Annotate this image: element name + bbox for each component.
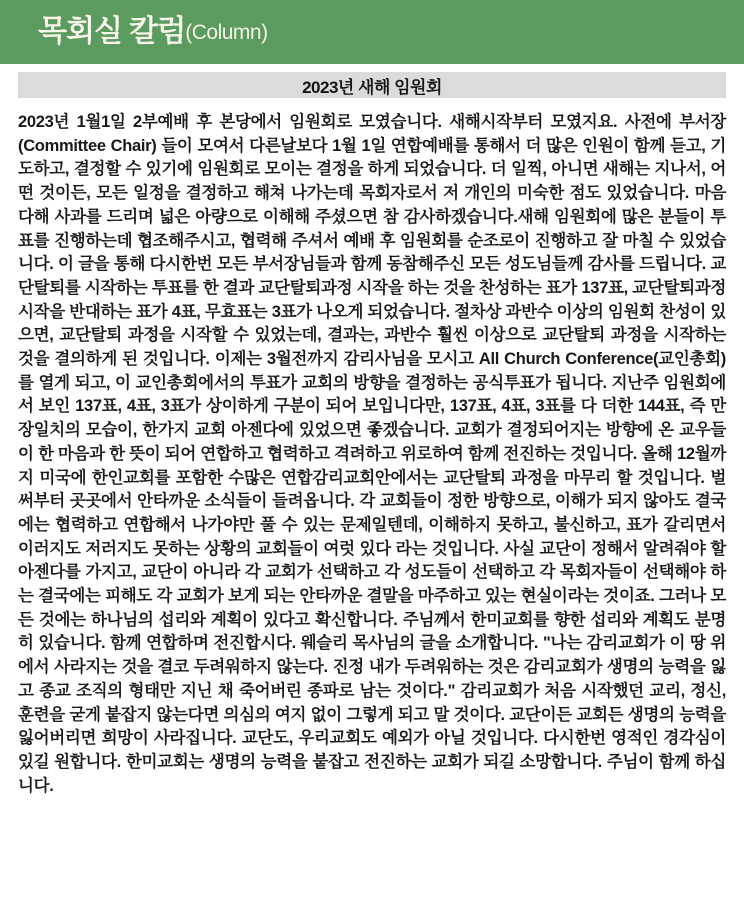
page-header — [0, 0, 744, 64]
article-title-bar — [18, 72, 726, 98]
page-header-subtitle: (Column) — [185, 20, 268, 44]
article-title: 2023년 새해 임원회 — [302, 77, 442, 97]
page-header-title: 목회실 칼럼 — [38, 15, 186, 48]
article-body: 2023년 1월1일 2부예배 후 본당에서 임원회로 모였습니다. 새해시작부터 모였지요. 사전에 부서장(Committee Chair) 들이 모여서 다른날보다 1월 1일 연합예배를 통해서 더 많은 인원이 함께 듣고, 기도하고, 결정할 수 있기에 임원회로 모이는 결정을 하게 되었습니다. 더 일찍, 아니면 새해는 지나서, 어떤 것이든, 모든 일정을 결정하고 해쳐 나가는데 목회자로서 저 개인의 미숙한 점도 있었습니다. 마음 다해 사과를 드리며 넓은 아량으로 이해해 주셨으면 참 감사하겠습니다.새해 임원회에 많은 분들이 투표를 진행하는데 협조해주시고, 협력해 주셔서 예배 후 임원회를 순조로이 진행하고 잘 마칠 수 있었습니다. 이 글을 통해 다시한번 모든 부서장님들과 함께 동참해주신 모든 성도님들께 감사를 드립니다. 교단탈퇴를 시작하는 투표를 한 결과 교단탈퇴과정 시작을 하는 것을 찬성하는 표가 137표, 교단탈퇴과정 시작을 반대하는 표가 4표, 무효표는 3표가 나오게 되었습니다. 절차상 과반수 이상의 임원회 찬성이 있으면, 교단탈퇴 과정을 시작할 수 있었는데, 결과는, 과반수 훨씬 이상으로 교단탈퇴 과정을 시작하는 것을 결의하게 된 것입니다. 이제는 3월전까지 감리사님을 모시고 All Church Conference(교인총회)를 열게 되고, 이 교인총회에서의 투표가 교회의 방향을 결정하는 공식투표가 됩니다. 지난주 임원회에서 보인 137표, 4표, 3표가 상이하게 구분이 되어 보입니다만, 137표, 4표, 3표를 다 더한 144표, 즉 만장일치의 모습이, 한가지 교회 아젠다에 있었으면 좋겠습니다. 교회가 결정되어지는 방향에 온 교우들이 한 마음과 한 뜻이 되어 연합하고 협력하고 격려하고 위로하여 함께 전진하는 것입니다. 올해 12월까지 미국에 한인교회를 포함한 수많은 연합감리교회안에서는 교단탈퇴 과정을 마무리 할 것입니다. 벌써부터 곳곳에서 안타까운 소식들이 들려옵니다. 각 교회들이 정한 방향으로, 이해가 되지 않아도 결국에는 협력하고 연합해서 나가야만 풀 수 있는 문제일텐데, 이해하지 못하고, 불신하고, 표가 갈리면서 이러지도 저러지도 못하는 상황의 교회들이 여럿 있다 라는 것입니다. 사실 교단이 정해서 알려줘야 할 아젠다를 가지고, 교단이 아니라 각 교회가 선택하고 각 성도들이 선택하고 각 목회자들이 선택해야 하는 결국에는 피해도 각 교회가 보게 되는 안타까운 결말을 마주하고 있는 현실이라는 것이죠. 그러나 모든 것에는 하나님의 섭리와 계획이 있다고 확신합니다. 주님께서 한미교회를 향한 섭리와 계획도 분명히 있습니다. 함께 연합하며 전진합시다. 웨슬리 목사님의 글을 소개합니다. "나는 감리교회가 이 땅 위에서 사라지는 것을 결코 두려워하지 않는다. 진정 내가 두려워하는 것은 감리교회가 생명의 능력을 잃고 종교 조직의 형태만 지닌 채 죽어버린 종파로 남는 것이다." 감리교회가 처음 시작했던 교리, 정신, 훈련을 굳게 붙잡지 않는다면 의심의 여지 없이 그렇게 되고 말 것이다. 교단이든 교회든 생명의 능력을 잃어버리면 희망이 사라집니다. 교단도, 우리교회도 예외가 아닐 것입니다. 다시한번 영적인 경각심이 있길 원합니다. 한미교회는 생명의 능력을 붙잡고 전진하는 교회가 되길 소망합니다. 주님이 함께 하십니다. — [18, 113, 726, 795]
